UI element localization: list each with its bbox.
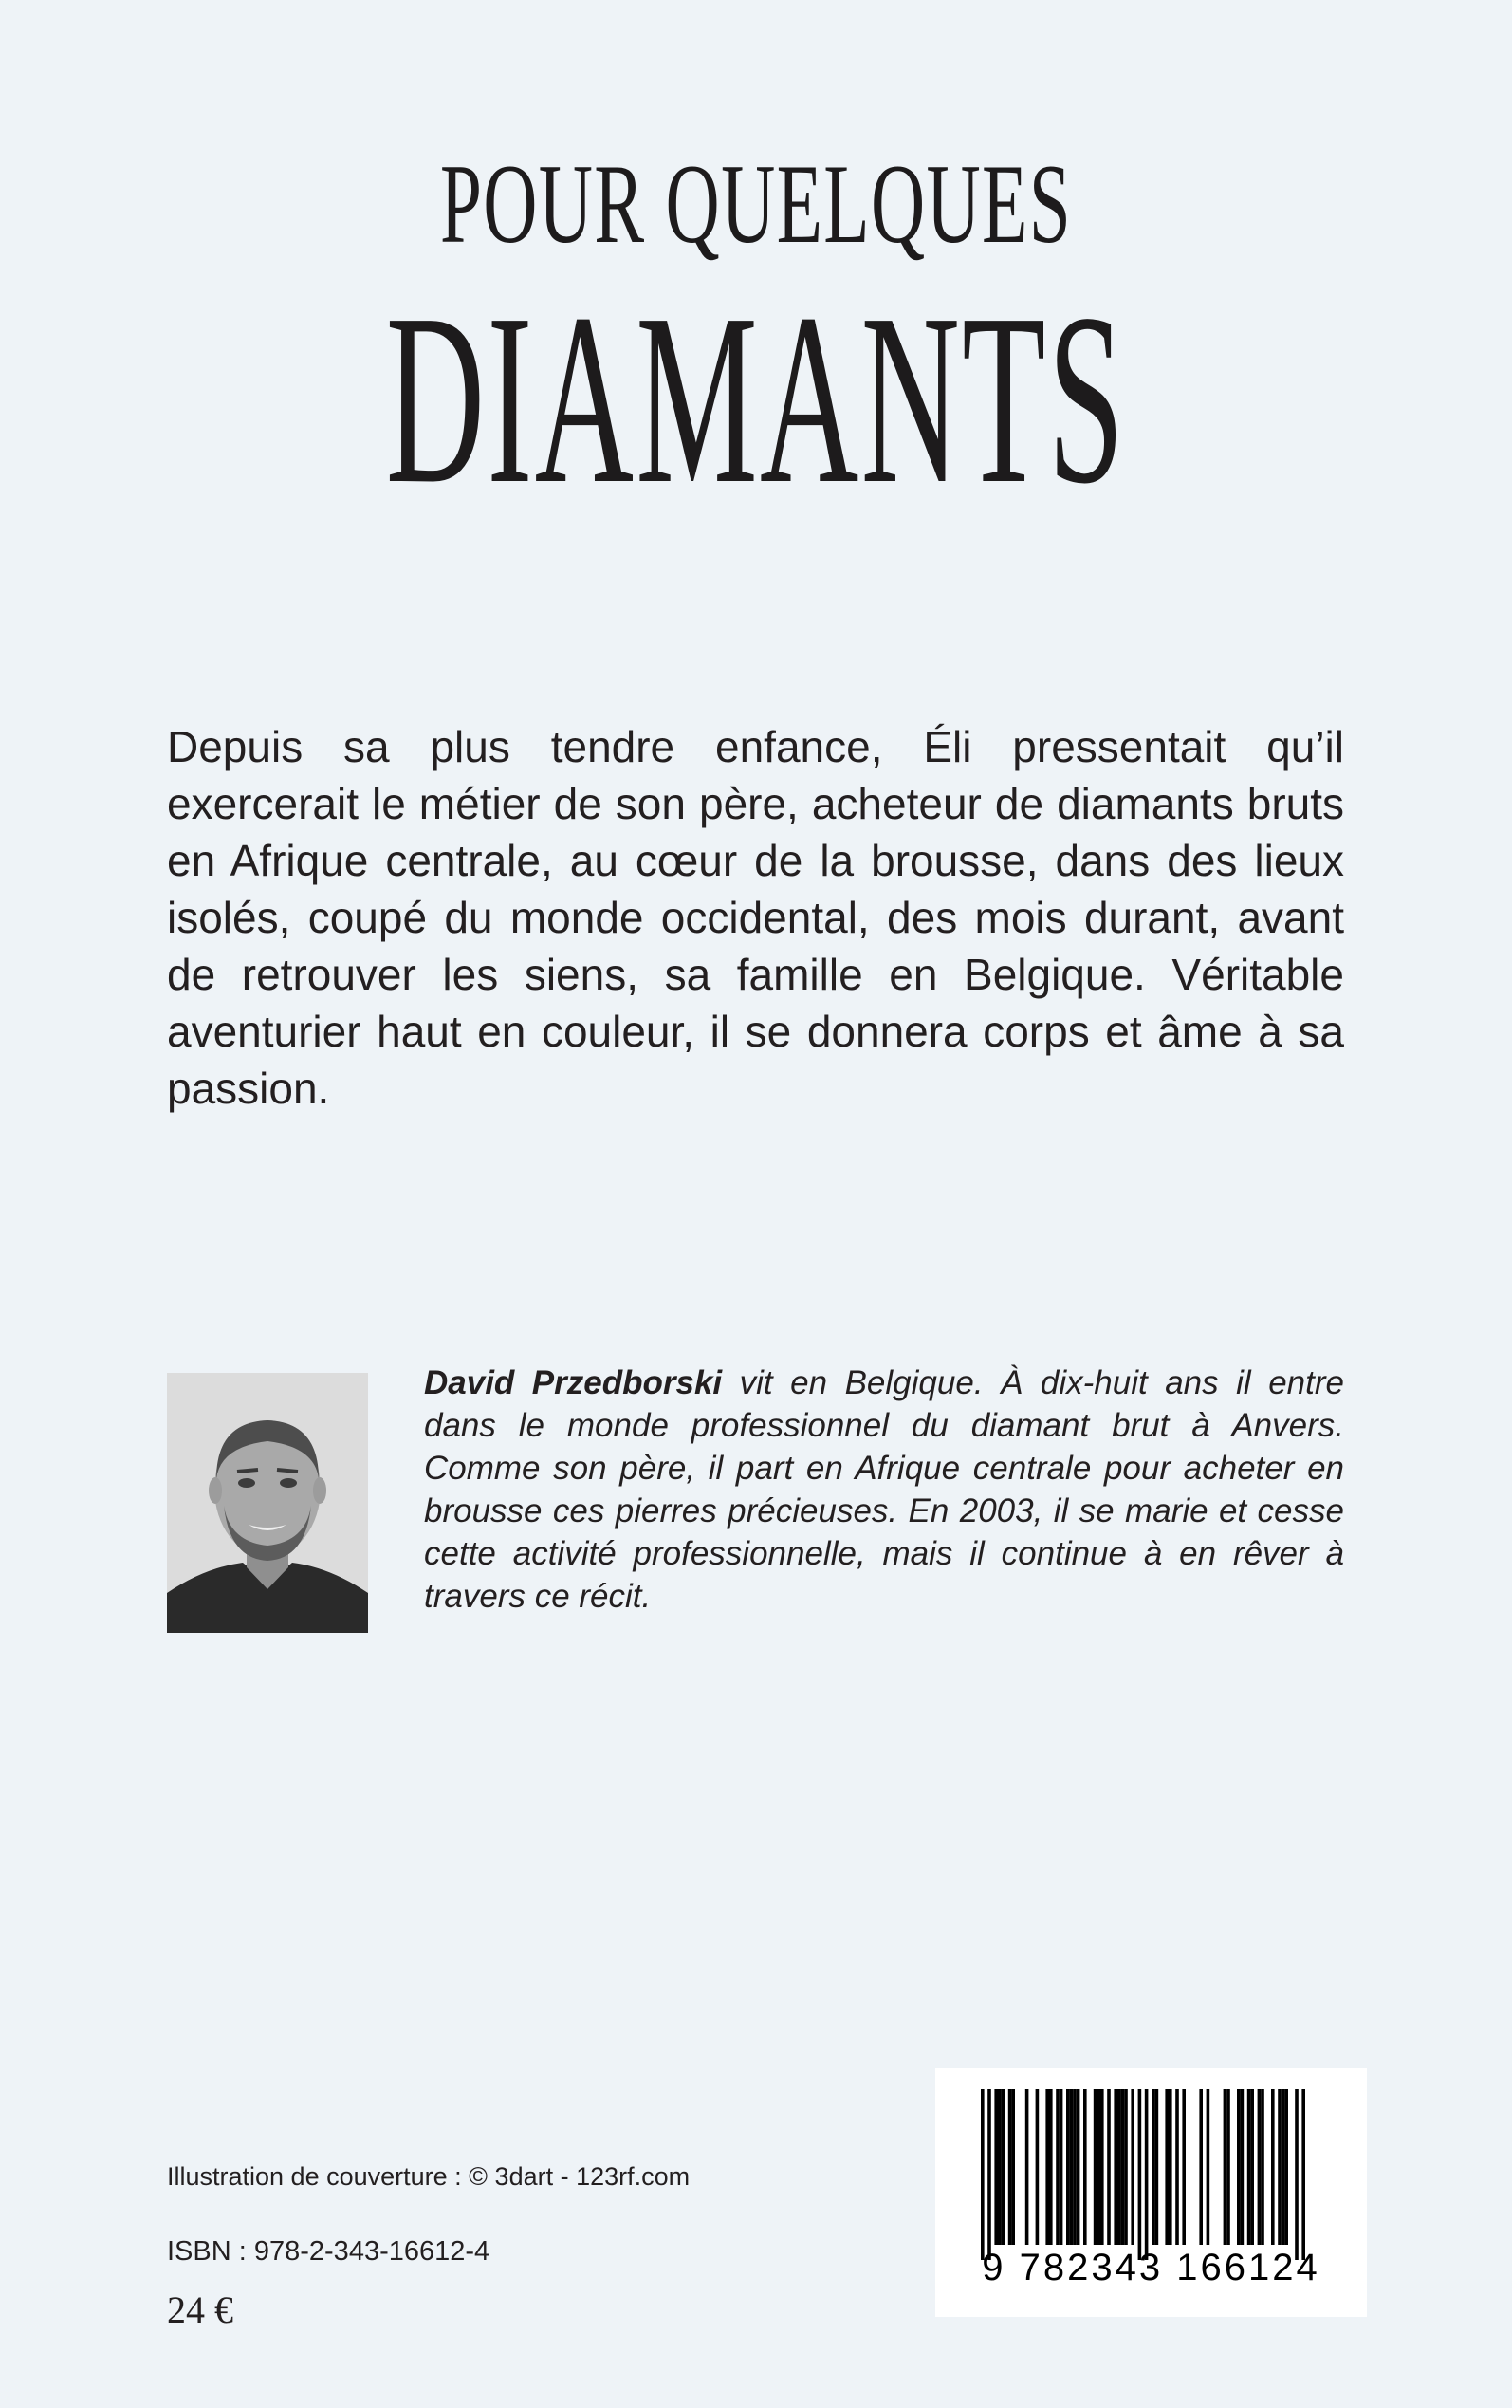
- illustration-credit: Illustration de couverture : © 3dart - 123rf.com: [167, 2162, 691, 2191]
- barcode-bar: [1097, 2089, 1100, 2245]
- barcode-bar: [1094, 2089, 1097, 2245]
- back-cover-blurb: Depuis sa plus tendre enfance, Éli pressentait qu’il exercerait le métier de son père, acheteur de diamants bruts en Afrique centrale, au cœur de la brousse, dans des lieux isolés, coupé du monde occidental, des mois durant, avant de retrouver les siens, sa famille en Belgique. Véritable aventurier haut en couleur, il se donnera corps et âme à sa passion.: [167, 722, 1344, 1113]
- barcode-bar: [1138, 2089, 1142, 2260]
- barcode-bar: [1117, 2089, 1121, 2245]
- barcode-bar: [1083, 2089, 1087, 2245]
- barcode-bar: [1224, 2089, 1227, 2245]
- author-bio-text: vit en Belgique. À dix-huit ans il entre dans le monde professionnel du diamant brut à Anvers. Comme son père, il part en Afrique centrale pour acheter en brousse ces pierres précieuses. En 2003, il se marie et cesse cette activité professionnelle, mais il continue à en rêver à travers ce récit.: [424, 1364, 1344, 1615]
- barcode-bar: [1070, 2089, 1074, 2245]
- author-photo: [167, 1373, 368, 1633]
- barcode-bar: [1258, 2089, 1262, 2245]
- barcode-bar: [1008, 2089, 1012, 2245]
- price: 24 €: [167, 2288, 233, 2331]
- barcode-bar: [1271, 2089, 1275, 2245]
- barcode-bar: [1121, 2089, 1125, 2245]
- barcode-bar: [1152, 2089, 1155, 2245]
- barcode-bar: [1199, 2089, 1203, 2245]
- barcode-bar: [981, 2089, 985, 2260]
- barcode-bar: [1002, 2089, 1005, 2245]
- barcode-bar: [1175, 2089, 1179, 2245]
- barcode-bar: [1066, 2089, 1070, 2245]
- barcode-bar: [1226, 2089, 1230, 2245]
- barcode-bar: [1165, 2089, 1169, 2245]
- title-line-1: POUR QUELQUES: [439, 140, 1073, 267]
- barcode-bar: [1284, 2089, 1288, 2245]
- barcode-bar: [1025, 2089, 1029, 2245]
- barcode: [935, 2068, 1367, 2317]
- barcode-bar: [1077, 2089, 1080, 2245]
- barcode-bar: [994, 2089, 998, 2245]
- author-bio: [424, 1361, 1344, 1618]
- barcode-bar: [1295, 2089, 1299, 2260]
- title-line-2: DIAMANTS: [385, 263, 1127, 534]
- barcode-bar: [1060, 2089, 1063, 2245]
- barcode-bar: [1241, 2089, 1245, 2245]
- barcode-bar: [1155, 2089, 1159, 2245]
- barcode-bar: [1301, 2089, 1305, 2260]
- isbn: ISBN : 978-2-343-16612-4: [167, 2236, 490, 2267]
- barcode-bar: [1073, 2089, 1077, 2245]
- barcode-bar: [1056, 2089, 1060, 2245]
- barcode-bar: [1045, 2089, 1049, 2245]
- barcode-bar: [1145, 2089, 1149, 2260]
- barcode-bar: [1114, 2089, 1117, 2245]
- barcode-bar: [1036, 2089, 1040, 2245]
- barcode-bar: [1278, 2089, 1282, 2245]
- barcode-bar: [987, 2089, 991, 2260]
- barcode-bar: [1107, 2089, 1111, 2245]
- barcode-bar: [1100, 2089, 1104, 2245]
- barcode-bar: [1282, 2089, 1285, 2245]
- barcode-bar: [1207, 2089, 1210, 2245]
- barcode-bar: [1124, 2089, 1128, 2245]
- barcode-bar: [1247, 2089, 1251, 2245]
- barcode-bar: [1261, 2089, 1264, 2245]
- barcode-bar: [1182, 2089, 1186, 2245]
- barcode-bar: [1011, 2089, 1015, 2245]
- barcode-digits: 9 782343 166124: [982, 2247, 1320, 2288]
- barcode-bar: [1237, 2089, 1241, 2245]
- barcode-bar: [1250, 2089, 1254, 2245]
- barcode-bar: [1131, 2089, 1134, 2245]
- barcode-bar: [1169, 2089, 1172, 2245]
- barcode-bar: [998, 2089, 1002, 2245]
- barcode-bar: [1049, 2089, 1053, 2245]
- author-name: David Przedborski: [424, 1364, 723, 1401]
